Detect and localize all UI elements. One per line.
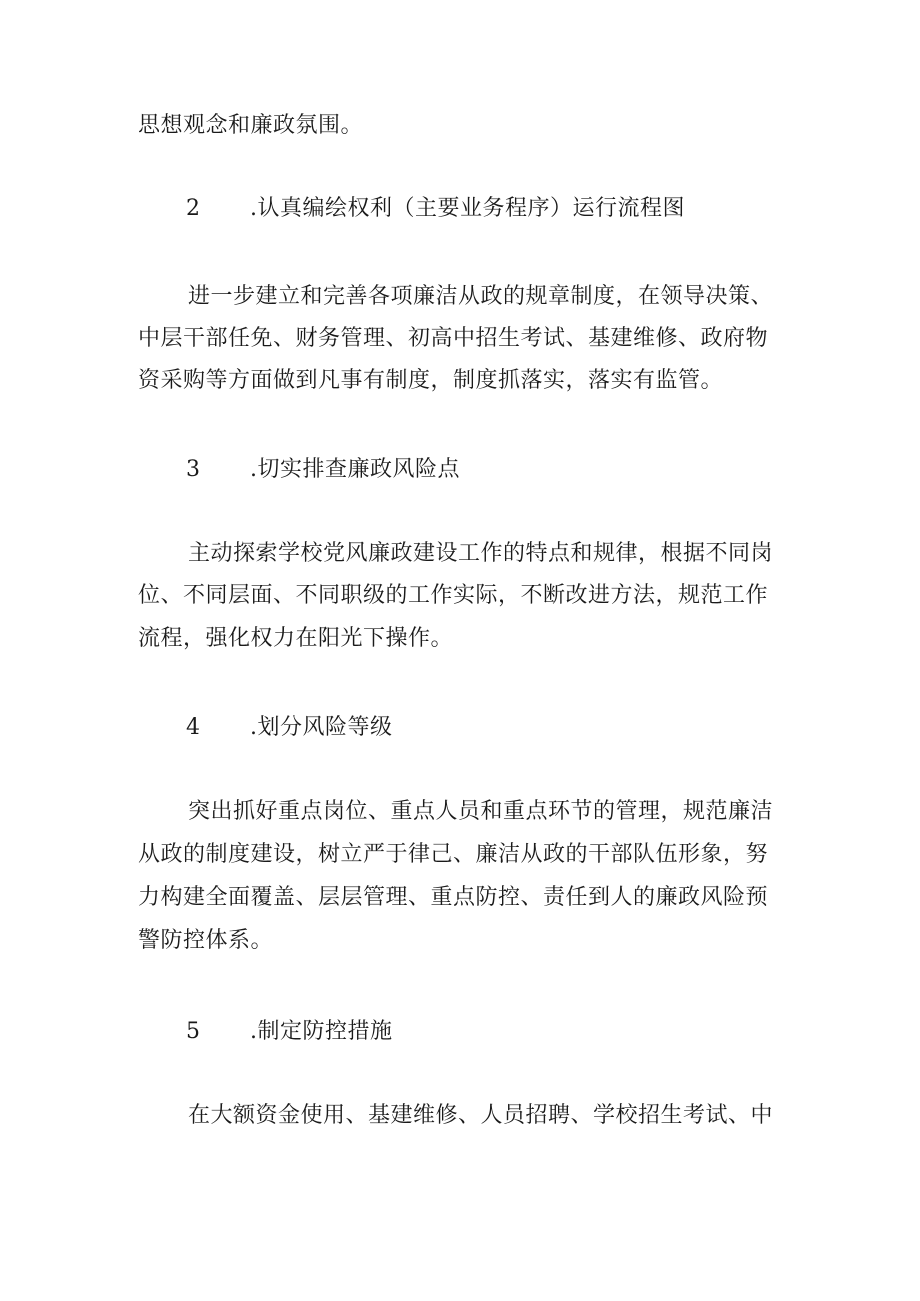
paragraph-line: 流程，强化权力在阳光下操作。 xyxy=(138,626,454,651)
continuation-line: 思想观念和廉政氛围。 xyxy=(138,113,364,138)
section-title: .切实排查廉政风险点 xyxy=(250,457,460,482)
section-heading-4 xyxy=(186,713,393,743)
paragraph-line: 警防控体系。 xyxy=(138,928,274,953)
paragraph-line: 突出抓好重点岗位、重点人员和重点环节的管理，规范廉洁 xyxy=(188,799,774,824)
section-number: 2 xyxy=(186,196,201,221)
section-heading-2 xyxy=(186,194,685,224)
section-number: 4 xyxy=(186,715,201,740)
paragraph-line: 在大额资金使用、基建维修、人员招聘、学校招生考试、中 xyxy=(188,1103,774,1128)
section-title: .认真编绘权利（主要业务程序）运行流程图 xyxy=(250,196,685,221)
paragraph-line: 主动探索学校党风廉政建设工作的特点和规律，根据不同岗 xyxy=(188,541,774,566)
section-heading-5 xyxy=(186,1017,393,1047)
paragraph-line: 中层干部任免、财务管理、初高中招生考试、基建维修、政府物 xyxy=(138,326,769,351)
section-heading-3 xyxy=(186,455,460,485)
paragraph-line: 位、不同层面、不同职级的工作实际，不断改进方法，规范工作 xyxy=(138,583,769,608)
paragraph-line: 进一步建立和完善各项廉洁从政的规章制度，在领导决策、 xyxy=(188,284,774,309)
section-number: 5 xyxy=(186,1019,201,1044)
section-title: .划分风险等级 xyxy=(250,715,393,740)
section-number: 3 xyxy=(186,457,201,482)
paragraph-line: 从政的制度建设，树立严于律己、廉洁从政的干部队伍形象，努 xyxy=(138,842,769,867)
section-title: .制定防控措施 xyxy=(250,1019,393,1044)
paragraph-line: 力构建全面覆盖、层层管理、重点防控、责任到人的廉政风险预 xyxy=(138,885,769,910)
paragraph-line: 资采购等方面做到凡事有制度，制度抓落实，落实有监管。 xyxy=(138,368,724,393)
